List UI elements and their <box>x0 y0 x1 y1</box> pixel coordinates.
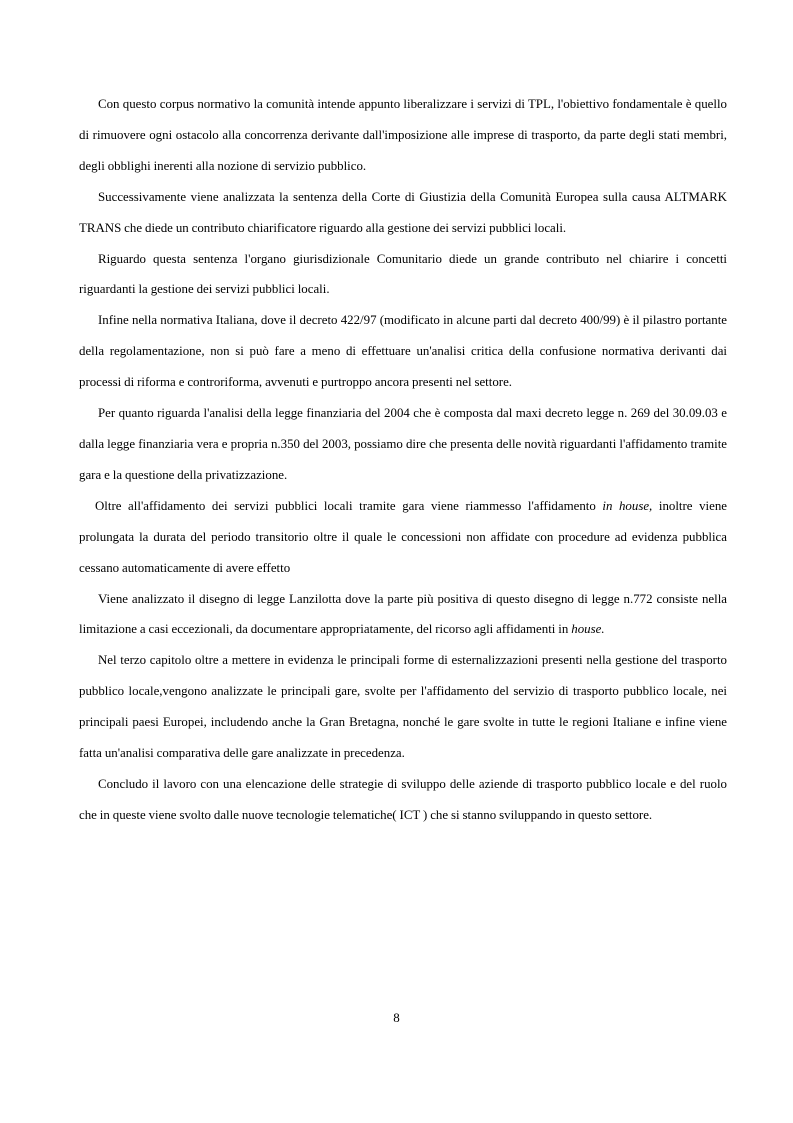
paragraph-1: Con questo corpus normativo la comunità intende appunto liberalizzare i servizi di TPL, l'obiettivo fondamentale è quello di rimuovere ogni ostacolo alla concorrenza derivante dall'imposizione alle imprese di trasporto, da parte degli stati membri, degli obblighi inerenti alla nozione di servizio pubblico. <box>79 97 727 173</box>
paragraph-6-text-before: Oltre all'affidamento dei servizi pubblici locali tramite gara viene riammesso l'affidamento <box>95 498 603 513</box>
paragraph-6-italic: in house, <box>602 498 653 513</box>
paragraph-6 <box>79 491 727 584</box>
paragraph-5: Per quanto riguarda l'analisi della legge finanziaria del 2004 che è composta dal maxi decreto legge n. 269 del 30.09.03 e dalla legge finanziaria vera e propria n.350 del 2003, possiamo dire che presenta delle novità riguardanti l'affidamento tramite gara e la questione della privatizzazione. <box>79 406 727 482</box>
paragraph-7-text-before: Viene analizzato il disegno di legge Lanzilotta dove la parte più positiva di questo disegno di legge n.772 consiste nella limitazione a casi eccezionali, da documentare appropriatamente, del ricorso agli affidamenti in <box>79 591 727 637</box>
paragraph-7 <box>79 584 727 646</box>
paragraph-9: Concludo il lavoro con una elencazione delle strategie di sviluppo delle aziende di trasporto pubblico locale e del ruolo che in queste viene svolto dalle nuove tecnologie telematiche( ICT ) che si stanno sviluppando in questo settore. <box>79 776 727 822</box>
paragraph-4: Infine nella normativa Italiana, dove il decreto 422/97 (modificato in alcune parti dal decreto 400/99) è il pilastro portante della regolamentazione, non si può fare a meno di effettuare un'analisi critica della confusione normativa derivanti dai processi di riforma e controriforma, avvenuti e purtroppo ancora presenti nel settore. <box>79 313 727 390</box>
body-text <box>79 89 727 831</box>
paragraph-8: Nel terzo capitolo oltre a mettere in evidenza le principali forme di esternalizzazioni presenti nella gestione del trasporto pubblico locale,vengono analizzate le principali gare, svolte per l'affidamento del servizio di trasporto pubblico locale, nei principali paesi Europei, includendo anche la Gran Bretagna, nonché le gare svolte in tutte le regioni Italiane e infine viene fatta un'analisi comparativa delle gare analizzate in precedenza. <box>79 653 727 761</box>
paragraph-3: Riguardo questa sentenza l'organo giurisdizionale Comunitario diede un grande contributo nel chiarire i concetti riguardanti la gestione dei servizi pubblici locali. <box>79 251 727 297</box>
paragraph-7-italic: house. <box>571 622 605 637</box>
paragraph-6-text-after: inoltre viene prolungata la durata del periodo transitorio oltre il quale le concessioni non affidate con procedure ad evidenza pubblica cessano automaticamente di avere effetto <box>79 498 727 575</box>
page-number: 8 <box>393 1010 400 1025</box>
paragraph-2: Successivamente viene analizzata la sentenza della Corte di Giustizia della Comunità Europea sulla causa ALTMARK TRANS che diede un contributo chiarificatore riguardo alla gestione dei servizi pubblici locali. <box>79 189 727 235</box>
